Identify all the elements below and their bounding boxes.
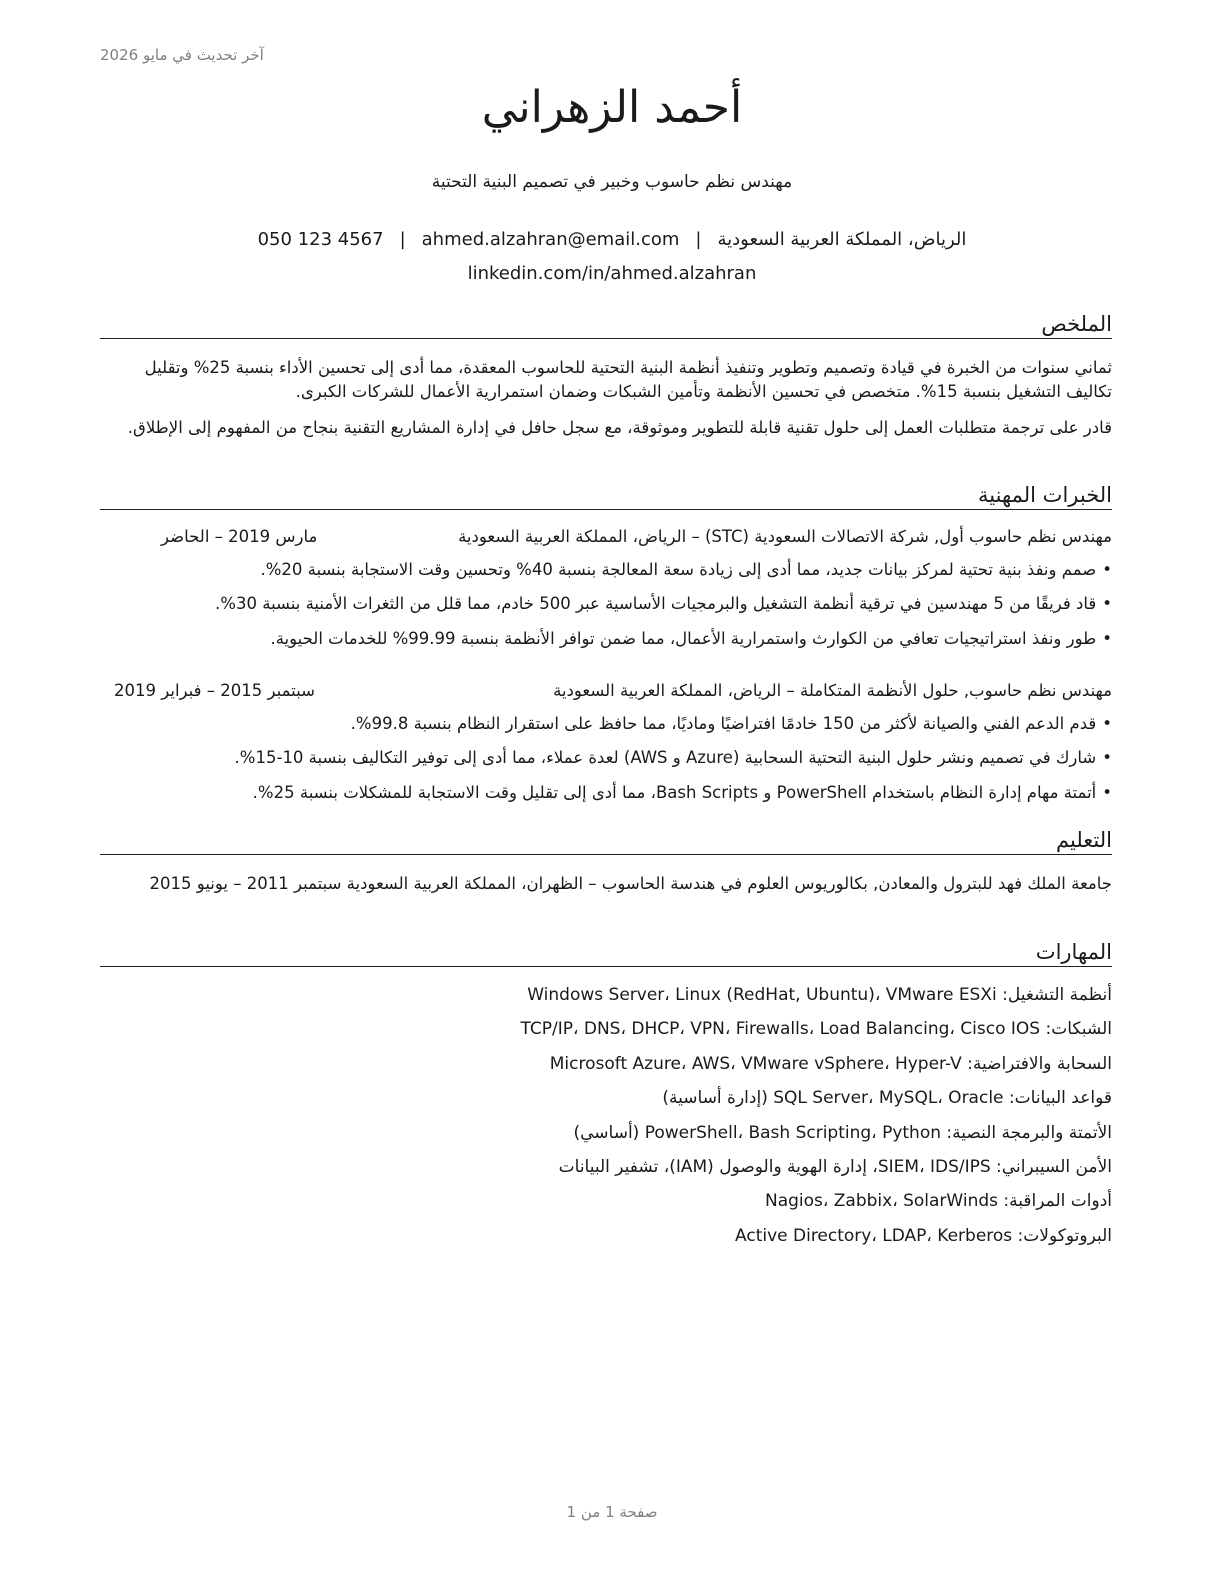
candidate-name: أحمد الزهراني (481, 82, 743, 133)
email-link[interactable]: ahmed.alzahran@email.com (421, 229, 680, 250)
job-title: مهندس نظم حاسوب, حلول الأنظمة المتكاملة – الرياض، المملكة العربية السعودية (553, 681, 1112, 700)
section-title-skills: المهارات (100, 940, 1112, 967)
skill-line: الأمن السيبراني: SIEM، IDS/IPS، إدارة الهوية والوصول (IAM)، تشفير البيانات (558, 1157, 1112, 1177)
job-bullet: •قاد فريقًا من 5 مهندسين في ترقية أنظمة التشغيل والبرمجيات الأساسية عبر 500 خادم، مما قلل من الثغرات الأمنية بنسبة 30%. (215, 594, 1112, 613)
skill-line: أنظمة التشغيل: Windows Server، Linux (RedHat, Ubuntu)، VMware ESXi (527, 985, 1112, 1005)
job-bullet: •طور ونفذ استراتيجيات تعافي من الكوارث واستمرارية الأعمال، مما ضمن توافر الأنظمة بنسبة 99.99% للخدمات الحيوية. (270, 629, 1112, 648)
job-bullet: •قدم الدعم الفني والصيانة لأكثر من 150 خادمًا افتراضيًا وماديًا، مما حافظ على استقرار النظام بنسبة 99.8%. (350, 714, 1112, 733)
job-bullet: •أتمتة مهام إدارة النظام باستخدام PowerShell و Bash Scripts، مما أدى إلى تقليل وقت الاستجابة للمشكلات بنسبة 25%. (252, 783, 1112, 802)
job-dates: مارس 2019 – الحاضر (161, 527, 318, 546)
job-dates: سبتمبر 2015 – فبراير 2019 (114, 681, 315, 700)
skill-line: أدوات المراقبة: Nagios، Zabbix، SolarWinds (764, 1191, 1112, 1211)
skill-line: الأتمتة والبرمجة النصية: PowerShell، Bash Scripting، Python (أساسي) (573, 1123, 1112, 1143)
job-bullet: •صمم ونفذ بنية تحتية لمركز بيانات جديد، مما أدى إلى زيادة سعة المعالجة بنسبة 40% وتحسين وقت الاستجابة بنسبة 20%. (260, 560, 1112, 579)
job-title: مهندس نظم حاسوب أول, شركة الاتصالات السعودية (STC) – الرياض، المملكة العربية السعودية (458, 527, 1112, 546)
contact-info (0, 223, 1224, 291)
job-bullet: •شارك في تصميم ونشر حلول البنية التحتية السحابية (Azure و AWS) لعدة عملاء، مما أدى إلى توفير التكاليف بنسبة 10-15%. (234, 748, 1112, 767)
summary-paragraph: قادر على ترجمة متطلبات العمل إلى حلول تقنية قابلة للتطوير وموثوقة، مع سجل حافل في إدارة المشاريع التقنية بنجاح من المفهوم إلى الإطلاق. (127, 418, 1112, 437)
education-entry: جامعة الملك فهد للبترول والمعادن, بكالوريوس العلوم في هندسة الحاسوب – الظهران، المملكة العربية السعودية سبتمبر 2011 – يونيو 2015 (149, 874, 1112, 893)
section-title-experience: الخبرات المهنية (100, 483, 1112, 510)
job-heading (100, 681, 1112, 705)
last-updated: آخر تحديث في مايو 2026 (100, 46, 264, 64)
section-title-summary: الملخص (100, 312, 1112, 339)
summary-paragraph: ثماني سنوات من الخبرة في قيادة وتصميم وتطوير وتنفيذ أنظمة البنية التحتية للحاسوب المعقدة، مما أدى إلى تحسين الأداء بنسبة 25% وتقليل تكاليف التشغيل بنسبة 15%. متخصص في تحسين الأنظمة وتأمين الشبكات وضمان استمرارية الأعمال للشركات الكبرى. (144, 358, 1112, 401)
skill-line: البروتوكولات: Active Directory، LDAP، Kerberos (735, 1226, 1112, 1246)
separator: | (399, 229, 406, 250)
skill-line: السحابة والافتراضية: Microsoft Azure، AWS، VMware vSphere، Hyper-V (549, 1054, 1112, 1074)
section-title-education: التعليم (100, 828, 1112, 855)
phone-number: 050 123 4567 (257, 229, 384, 250)
linkedin-link[interactable]: linkedin.com/in/ahmed.alzahran (467, 263, 757, 284)
skill-line: الشبكات: TCP/IP، DNS، DHCP، VPN، Firewalls، Load Balancing، Cisco IOS (520, 1019, 1112, 1039)
separator: | (695, 229, 702, 250)
skill-line: قواعد البيانات: SQL Server، MySQL، Oracle (إدارة أساسية) (662, 1088, 1112, 1108)
contact-line (0, 223, 1224, 257)
job-heading (100, 527, 1112, 551)
location: الرياض، المملكة العربية السعودية (717, 229, 967, 250)
page-number: صفحة 1 من 1 (566, 1503, 658, 1521)
candidate-tagline: مهندس نظم حاسوب وخبير في تصميم البنية التحتية (431, 172, 793, 192)
